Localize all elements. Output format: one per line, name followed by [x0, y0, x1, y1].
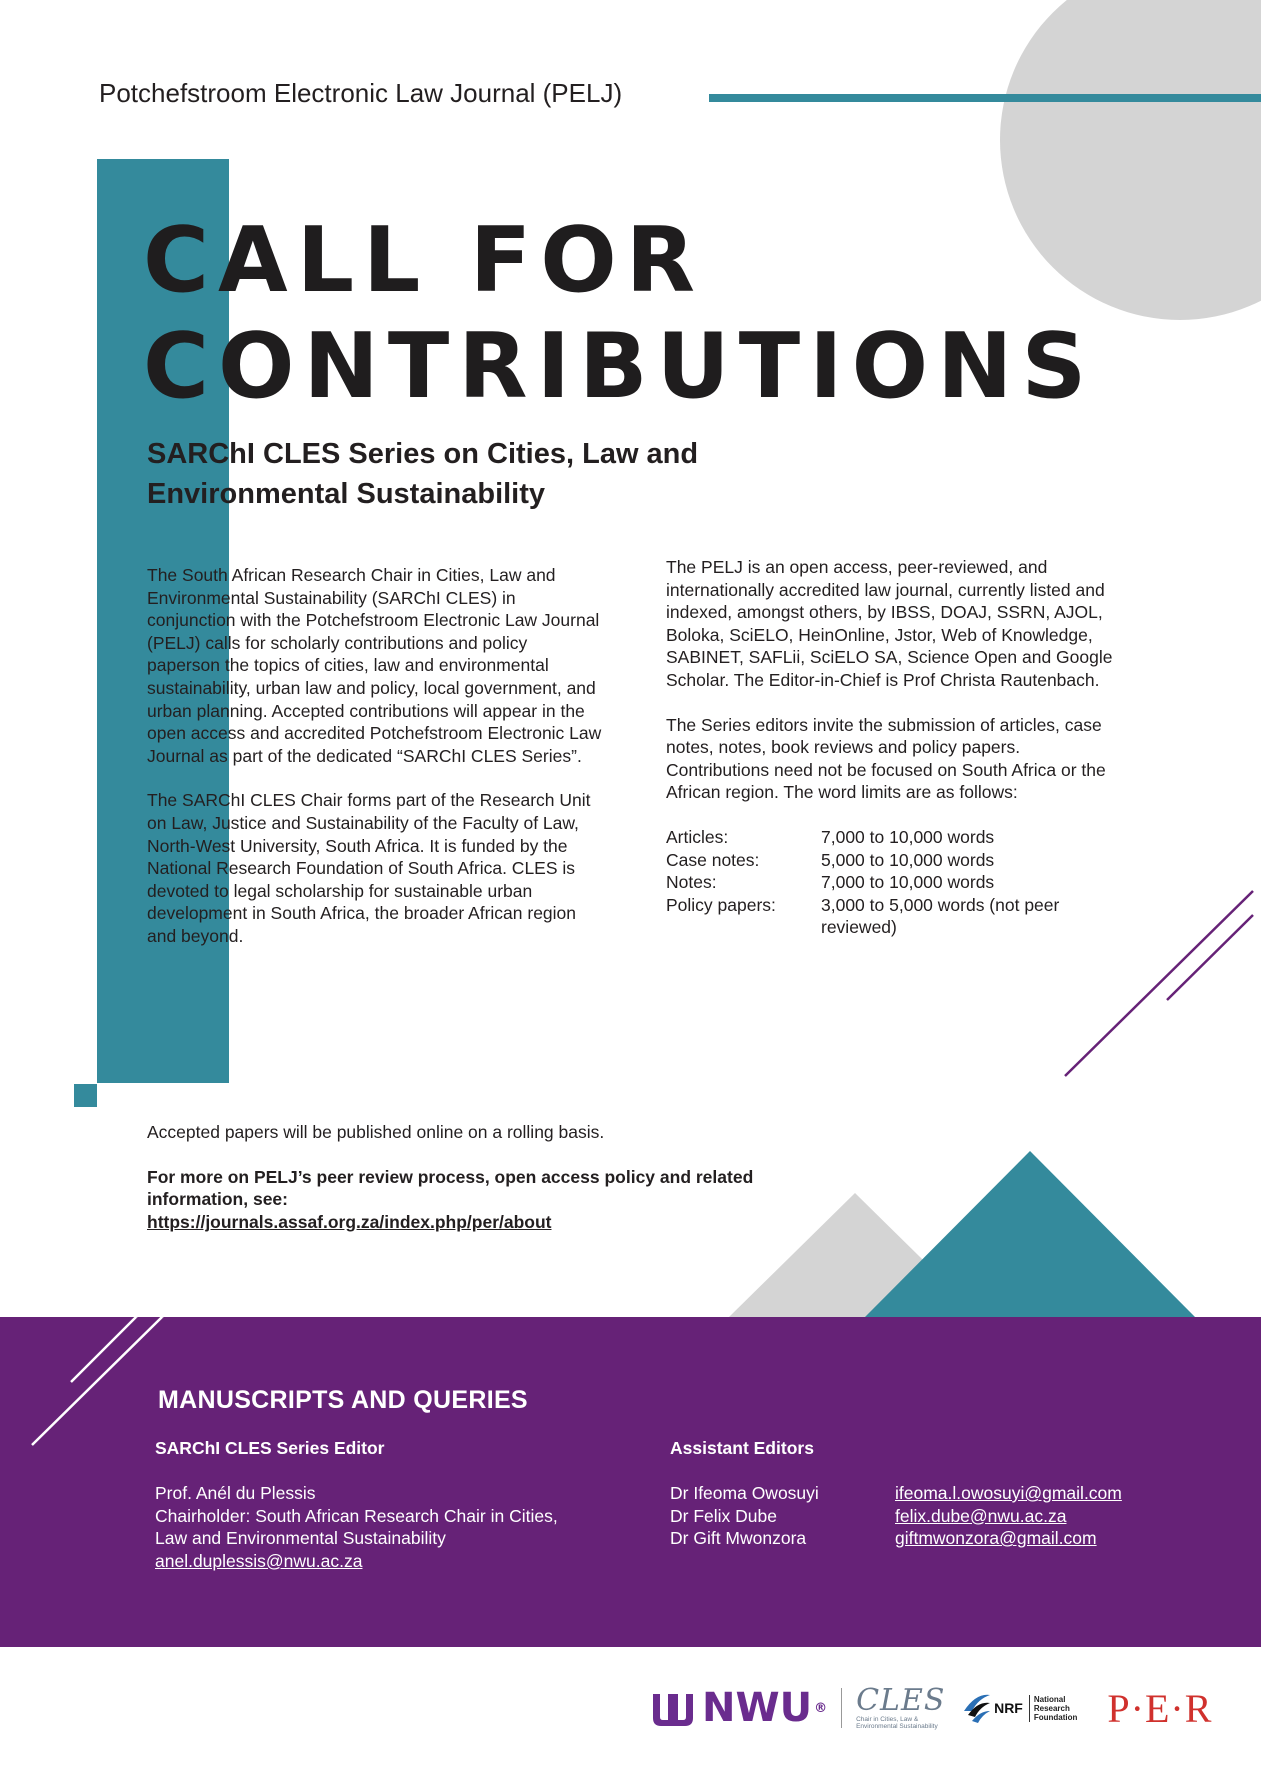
left-paragraph-1: The South African Research Chair in Cities, Law and Environmental Sustainability (SARChI CLES) in conjunction with the Potchefstroom Electronic Law Journal (PELJ) calls for scholarly contributions and policy paperson the topics of cities, law and environmental sustainability, urban law and policy, local government, and urban planning. Accepted contributions will appear in the open access and accredited Potchefstroom Electronic Law Journal as part of the dedicated “SARChI CLES Series”. [147, 565, 602, 766]
nrf-logo-subtext: National Research Foundation [1029, 1695, 1078, 1722]
word-limit-row [666, 894, 1126, 939]
assistant-editors-heading: Assistant Editors [670, 1438, 814, 1458]
nrf-logo-text: NRF [994, 1700, 1023, 1716]
page-headline [143, 208, 1095, 420]
cles-logo-subtext: Chair in Cities, Law & Environmental Sustainability [856, 1716, 938, 1730]
word-limit-row [666, 849, 1126, 872]
nrf-swoosh-icon [962, 1691, 992, 1725]
assistant-editor-name: Dr Felix Dube [670, 1505, 777, 1526]
nwu-registered-mark: ® [814, 1700, 828, 1716]
series-editor-details [155, 1482, 595, 1572]
right-paragraph-2: The Series editors invite the submission of articles, case notes, notes, book reviews and policy papers. Contributions need not be focused on South Africa or the African region. The word limits are as follows: [666, 714, 1106, 803]
series-editor-name: Prof. Anél du Plessis [155, 1483, 316, 1503]
journal-name: Potchefstroom Electronic Law Journal (PELJ) [99, 78, 623, 108]
white-diagonal-line-d [162, 1300, 179, 1317]
nwu-emblem-icon [650, 1688, 696, 1728]
assistant-editor-email-link[interactable]: giftmwonzora@gmail.com [895, 1528, 1097, 1549]
assistant-editor-names [670, 1482, 819, 1550]
cles-logo-text: CLES [856, 1683, 946, 1718]
assistant-editor-name: Dr Ifeoma Owosuyi [670, 1483, 819, 1503]
word-limit-label: Policy papers: [666, 894, 776, 915]
nrf-logo [962, 1691, 1077, 1725]
word-limit-label: Case notes: [666, 849, 760, 870]
headline-line-1: CALL FOR [143, 208, 705, 313]
logo-separator [841, 1688, 842, 1728]
assistant-editor-emails [895, 1482, 1122, 1550]
right-column [666, 556, 1126, 939]
series-editor-role-line-1: Chairholder: South African Research Chair in Cities, [155, 1505, 558, 1526]
word-limit-value: 3,000 to 5,000 words (not peer reviewed) [821, 894, 1060, 938]
headline-line-2: CONTRIBUTIONS [143, 314, 1096, 419]
teal-small-square [74, 1084, 97, 1107]
series-editor-role-line-2: Law and Environmental Sustainability [155, 1528, 446, 1549]
white-diagonal-line-c [136, 1300, 153, 1317]
publication-info [147, 1121, 827, 1233]
band-diagonal-lines [0, 1300, 200, 1460]
assistant-editor-email-link[interactable]: felix.dube@nwu.ac.za [895, 1505, 1067, 1526]
nwu-logo [650, 1685, 827, 1731]
more-info-line-2: information, see: [147, 1189, 288, 1210]
teal-triangle-decoration [864, 1151, 1196, 1318]
nwu-logo-text: NWU [702, 1685, 813, 1731]
word-limit-value: 7,000 to 10,000 words [821, 872, 995, 893]
per-logo: P·E·R [1107, 1685, 1213, 1731]
word-limit-row [666, 826, 1126, 849]
series-editor-heading: SARChI CLES Series Editor [155, 1438, 385, 1458]
word-limits-list [666, 826, 1126, 939]
word-limit-label: Notes: [666, 872, 717, 893]
subtitle-line-1: SARChI CLES Series on Cities, Law and [147, 438, 699, 470]
word-limit-label: Articles: [666, 826, 729, 847]
left-paragraph-2: The SARChI CLES Chair forms part of the Research Unit on Law, Justice and Sustainability of the Faculty of Law, North-West University, South Africa. It is funded by the National Research Foundation of South Africa. CLES is devoted to legal scholarship for sustainable urban development in South Africa, the broader African region and beyond. [147, 790, 591, 946]
partner-logos [650, 1683, 1212, 1733]
right-paragraph-1: The PELJ is an open access, peer-reviewed, and internationally accredited law journal, currently listed and indexed, amongst others, by IBSS, DOAJ, SSRN, AJOL, Boloka, SciELO, HeinOnline, Jstor, Web of Knowledge, SABINET, SAFLii, SciELO SA, Science Open and Google Scholar. The Editor-in-Chief is Prof Christa Rautenbach. [666, 557, 1113, 690]
white-diagonal-line-a [32, 1317, 162, 1445]
purple-diagonal-line-2 [1167, 915, 1253, 1000]
publication-note: Accepted papers will be published online on a rolling basis. [147, 1122, 605, 1142]
teal-header-line [709, 94, 1261, 102]
journal-about-link[interactable]: https://journals.assaf.org.za/index.php/per/about [147, 1211, 552, 1232]
series-editor-email-link[interactable]: anel.duplessis@nwu.ac.za [155, 1550, 363, 1571]
word-limit-value: 7,000 to 10,000 words [821, 826, 995, 847]
manuscripts-title: MANUSCRIPTS AND QUERIES [158, 1386, 528, 1414]
subtitle-line-2: Environmental Sustainability [147, 478, 546, 510]
assistant-editor-email-link[interactable]: ifeoma.l.owosuyi@gmail.com [895, 1483, 1122, 1503]
assistant-editor-name: Dr Gift Mwonzora [670, 1528, 807, 1549]
more-info-line-1: For more on PELJ’s peer review process, open access policy and related [147, 1166, 754, 1187]
series-subtitle [147, 434, 827, 514]
left-column [147, 564, 602, 970]
cles-logo [856, 1683, 946, 1730]
white-diagonal-line-b [71, 1317, 136, 1382]
word-limit-value: 5,000 to 10,000 words [821, 849, 995, 870]
word-limit-row [666, 871, 1126, 894]
